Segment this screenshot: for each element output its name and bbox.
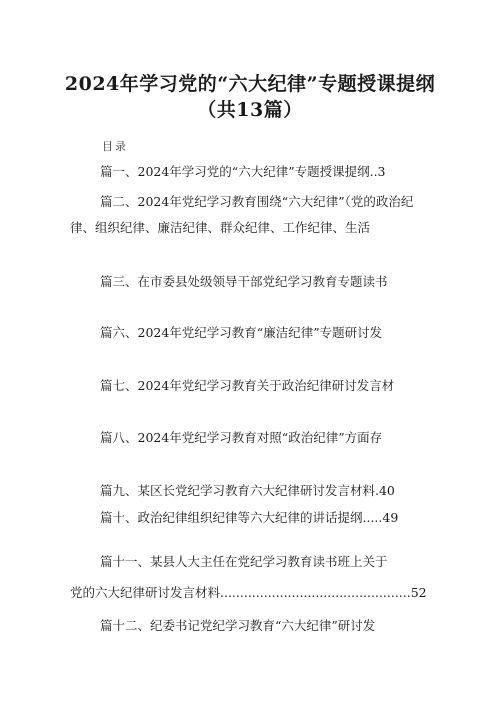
- toc-entry-6: 篇六、2024年党纪学习教育“廉洁纪律”专题研讨发: [100, 325, 383, 340]
- toc-entry-8: 篇八、2024年党纪学习教育对照“政治纪律”方面存: [100, 430, 383, 445]
- toc-entry-11: 篇十一、某县人大主任在党纪学习教育读书班上关于: [100, 554, 388, 569]
- document-title: 2024年学习党的“六大纪律”专题授课提纲: [64, 73, 436, 95]
- toc-entry-10: 篇十、政治纪律组织纪律等六大纪律的讲话提纲.....49: [100, 510, 399, 525]
- toc-entry-2: 篇二、2024年党纪学习教育围绕“六大纪律”（党的政治纪: [100, 194, 414, 209]
- toc-entry-1: 篇一、2024年学习党的“六大纪律”专题授课提纲..3: [100, 164, 386, 179]
- toc-heading: 目录: [102, 140, 128, 153]
- toc-entry-11-cont: 党的六大纪律研讨发言材料................................................52: [70, 585, 427, 600]
- toc-entry-7: 篇七、2024年党纪学习教育关于政治纪律研讨发言材: [100, 378, 395, 393]
- toc-entry-12: 篇十二、纪委书记党纪学习教育“六大纪律”研讨发: [100, 618, 376, 633]
- toc-entry-2-cont: 律、组织纪律、廉洁纪律、群众纪律、工作纪律、生活: [70, 220, 371, 235]
- toc-entry-3: 篇三、在市委县处级领导干部党纪学习教育专题读书: [100, 274, 388, 289]
- toc-entry-9: 篇九、某区长党纪学习教育六大纪律研讨发言材料.40: [100, 483, 395, 498]
- document-subtitle: （共13篇）: [197, 99, 303, 121]
